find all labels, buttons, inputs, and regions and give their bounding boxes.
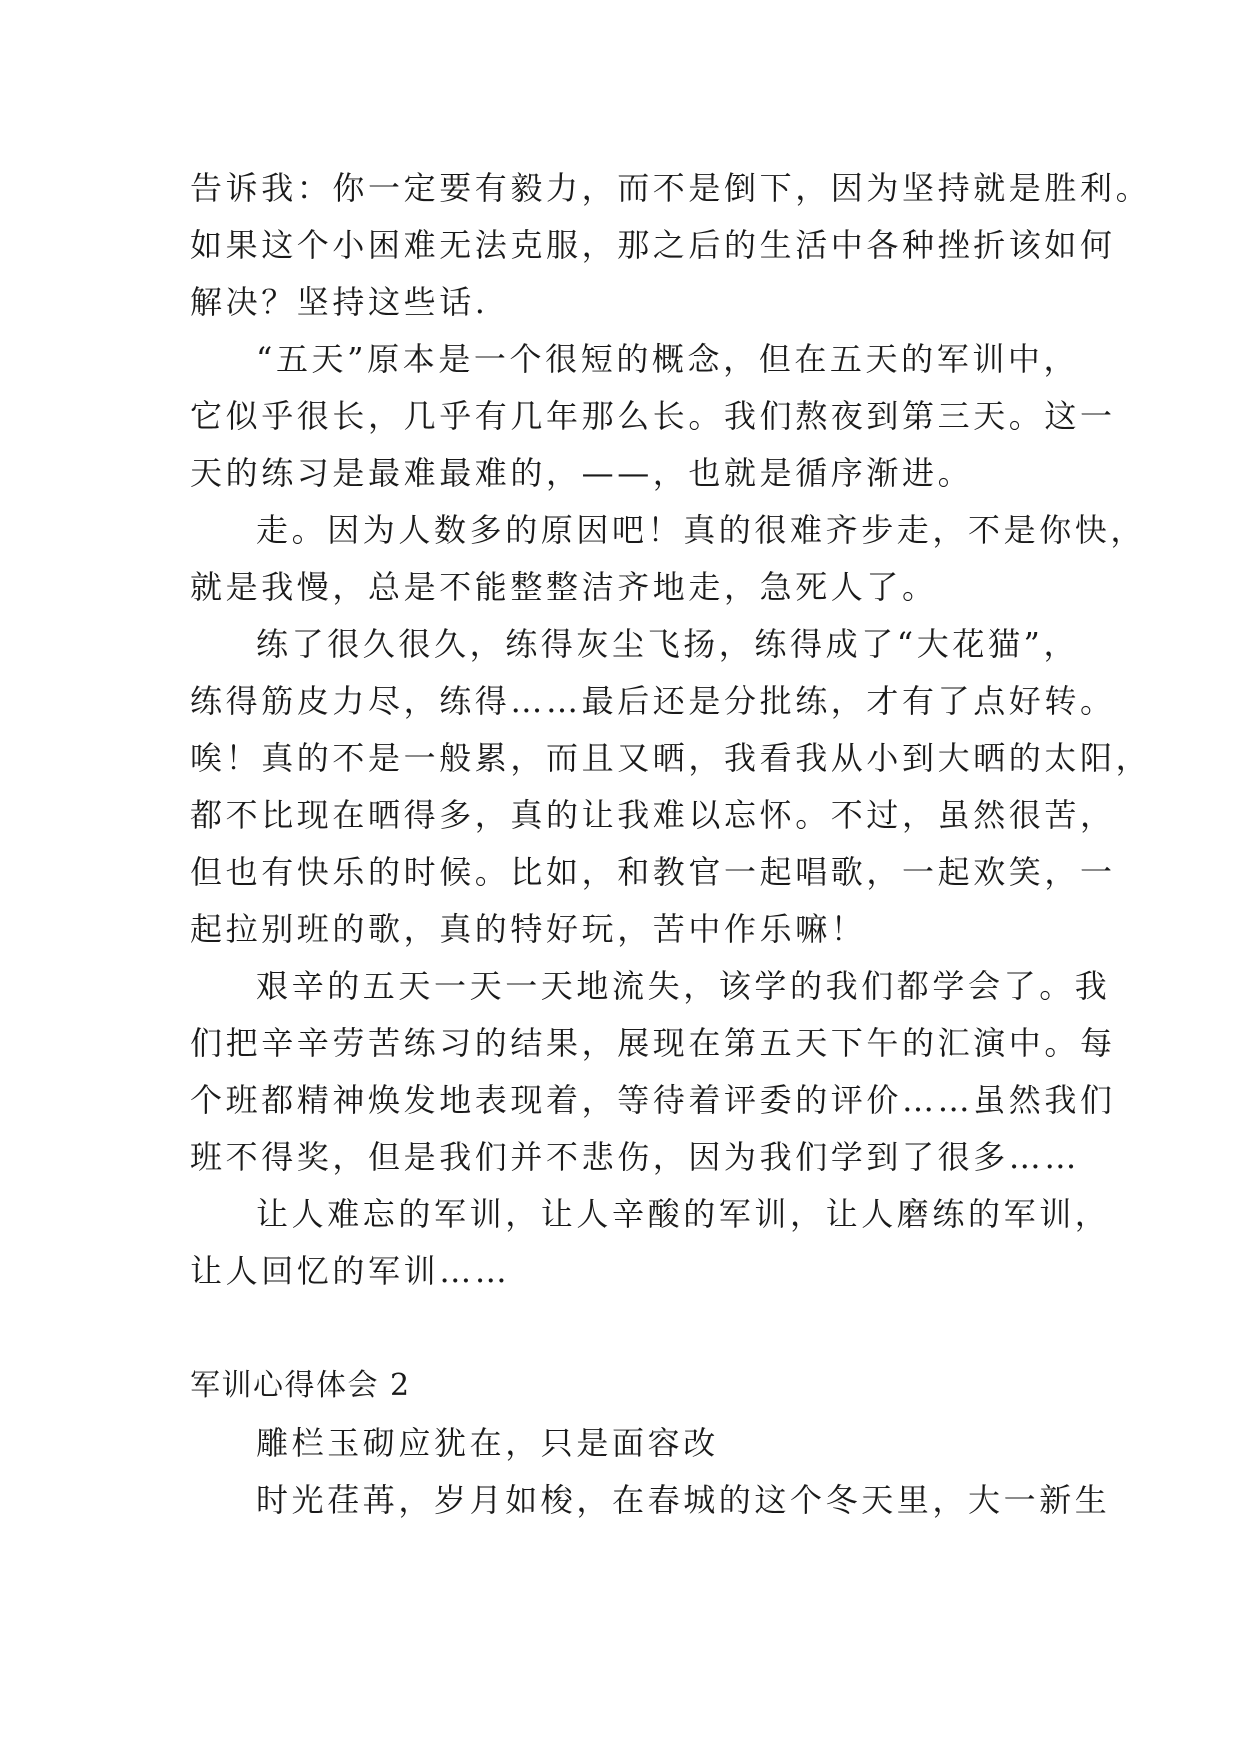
paragraph-start-line: 走。因为人数多的原因吧！真的很难齐步走，不是你快， — [256, 511, 1147, 549]
paragraph-start-line: “五天”原本是一个很短的概念，但在五天的军训中， — [256, 340, 1080, 378]
body-line: 唉！真的不是一般累，而且又晒，我看我从小到大晒的太阳， — [190, 739, 1152, 777]
body-line: 们把辛辛劳苦练习的结果，展现在第五天下午的汇演中。每 — [190, 1024, 1116, 1062]
body-line: 它似乎很长，几乎有几年那么长。我们熬夜到第三天。这一 — [190, 397, 1116, 435]
paragraph-start-line: 时光荏苒，岁月如梭，在春城的这个冬天里，大一新生 — [256, 1481, 1111, 1519]
section-title: 军训心得体会 2 — [190, 1368, 411, 1403]
body-line: 但也有快乐的时候。比如，和教官一起唱歌，一起欢笑，一 — [190, 853, 1116, 891]
section-subtitle-line: 雕栏玉砌应犹在，只是面容改 — [256, 1424, 719, 1462]
body-line: 个班都精神焕发地表现着，等待着评委的评价……虽然我们 — [190, 1081, 1116, 1119]
paragraph-start-line: 让人难忘的军训，让人辛酸的军训，让人磨练的军训， — [256, 1195, 1111, 1233]
body-line: 都不比现在晒得多，真的让我难以忘怀。不过，虽然很苦， — [190, 796, 1116, 834]
body-line: 告诉我：你一定要有毅力，而不是倒下，因为坚持就是胜利。 — [190, 169, 1152, 207]
body-line: 如果这个小困难无法克服，那之后的生活中各种挫折该如何 — [190, 226, 1116, 264]
paragraph-start-line: 练了很久很久，练得灰尘飞扬，练得成了“大花猫”， — [256, 625, 1080, 663]
body-line: 解决？坚持这些话. — [190, 283, 489, 321]
body-line: 班不得奖，但是我们并不悲伤，因为我们学到了很多…… — [190, 1138, 1081, 1176]
body-line: 天的练习是最难最难的，——，也就是循序渐进。 — [190, 454, 974, 492]
paragraph-start-line: 艰辛的五天一天一天地流失，该学的我们都学会了。我 — [256, 967, 1111, 1005]
body-line: 练得筋皮力尽，练得……最后还是分批练，才有了点好转。 — [190, 682, 1116, 720]
body-line: 就是我慢，总是不能整整洁齐地走，急死人了。 — [190, 568, 938, 606]
body-line: 起拉别班的歌，真的特好玩，苦中作乐嘛！ — [190, 910, 867, 948]
body-line: 让人回忆的军训…… — [190, 1252, 511, 1290]
